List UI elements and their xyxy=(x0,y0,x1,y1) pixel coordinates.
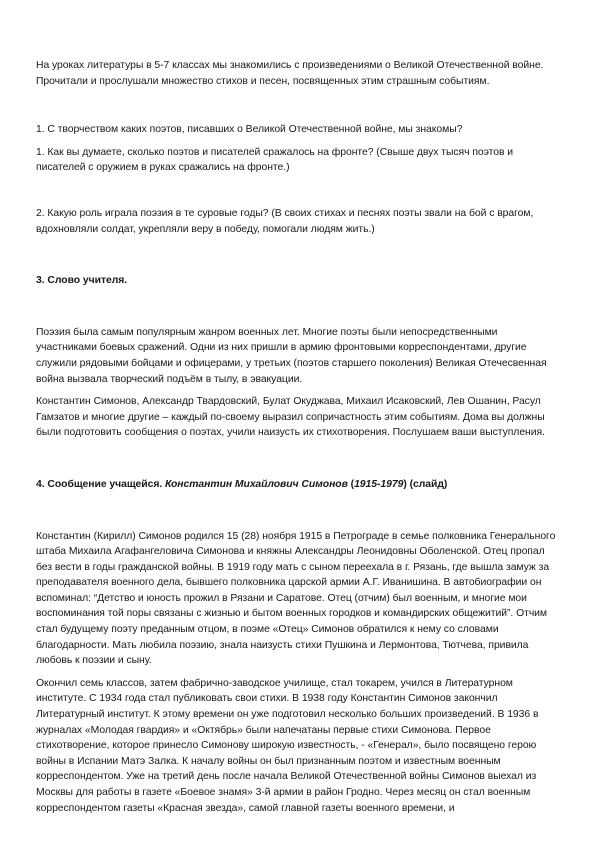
question-1: 1. С творчеством каких поэтов, писавших о Великой Отечественной войне, мы знакомы? xyxy=(36,124,463,136)
section-4-suffix: ) (слайд) xyxy=(403,478,448,490)
poet-name: Константин Михайлович Симонов xyxy=(165,478,348,490)
intro-paragraph: На уроках литературы в 5-7 классах мы знакомились с произведениями о Великой Отечественной войне. Прочитали и прослушали множество стихов и песен, посвященных этим страшным событиям. xyxy=(36,60,544,87)
biography-paragraph-2: Окончил семь классов, затем фабрично-заводское училище, стал токарем, учился в Литературном институте. С 1934 года стал публиковать свои стихи. В 1938 году Константин Симонов закончил Литературный институт. К этому времени он уже подготовил несколько больших произведений. В 1936 в журналах «Молодая гвардия» и «Октябрь» были напечатаны первые стихи Симонова. Первое стихотворение, которое принесло Симонову широкую известность, - «Генерал», было посвящено герою войны в Испании Матэ Залка. К началу войны он был признанным поэтом и известным военным корреспондентом. Уже на третий день после начала Великой Отечественной войны Симонов выехал из Москвы для работы в газете «Боевое знамя» 3-й армии в район Гродно. Через месяц он стал военным корреспондентом газеты «Красная звезда», самой главной газеты военного времени, и xyxy=(36,677,539,814)
section-4-prefix: 4. Сообщение учащейся. xyxy=(36,478,166,490)
section-4-heading xyxy=(36,477,559,493)
question-2: 2. Какую роль играла поэзия в те суровые годы? (В своих стихах и песнях поэты звали на бой с врагом, вдохновляли солдат, укрепляли веру в победу, помогали людям жить.) xyxy=(36,207,534,235)
teacher-paragraph-2: Константин Симонов, Александр Твардовский, Булат Окуджава, Михаил Исаковский, Лев Ошанин, Расул Гамзатов и многие другие – каждый по-своему выразил сопричастность этим событиям. Дома вы должны были подготовить сообщения о поэтах, учили наизусть их стихотворения. Послушаем ваши выступления. xyxy=(36,396,545,439)
teacher-paragraph-1: Поэзия была самым популярным жанром военных лет. Многие поэты были непосредственными участниками боевых сражений. Одни из них пришли в армию фронтовыми корреспондентами, другие служили рядовыми бойцами и офицерами, у третьих (поэтов старшего поколения) Великая Отечесвенная война вызвала творческий подъём в тылу, в эвакуации. xyxy=(36,326,547,385)
section-4-paren: ( xyxy=(347,478,355,490)
poet-years: 1915-1979 xyxy=(354,478,404,490)
section-3-heading: 3. Слово учителя. xyxy=(36,275,128,287)
question-1b: 1. Как вы думаете, сколько поэтов и писателей сражалось на фронте? (Свыше двух тысяч поэтов и писателей с оружием в руках сражались на фронте.) xyxy=(36,146,514,174)
biography-paragraph-1: Константин (Кирилл) Симонов родился 15 (28) ноября 1915 в Петрограде в семье полковника Генерального штаба Михаила Агафангеловича Симонова и княжны Александры Леонидовны Оболенской. Отец пропал без вести в годы гражданской войны. В 1919 году мать с сыном переехала в г. Рязань, где вышла замуж за преподавателя военного дела, бывшего полковника царской армии А.Г. Иванишина. В автобиографии он вспоминал: “Детство и юность прожил в Рязани и Саратове. Отец (отчим) был военным, и многие мои воспоминания той поры связаны с жизнью и бытом военных городков и командирских общежитий”. Отчим стал будущему поэту преданным отцом, в поэме «Отец» Симонов обратился к нему со словами благодарности. Мать любила поэзию, знала наизусть стихи Пушкина и Лермонтова, Тютчева, привила любовь к поэзии и сыну. xyxy=(36,530,556,667)
